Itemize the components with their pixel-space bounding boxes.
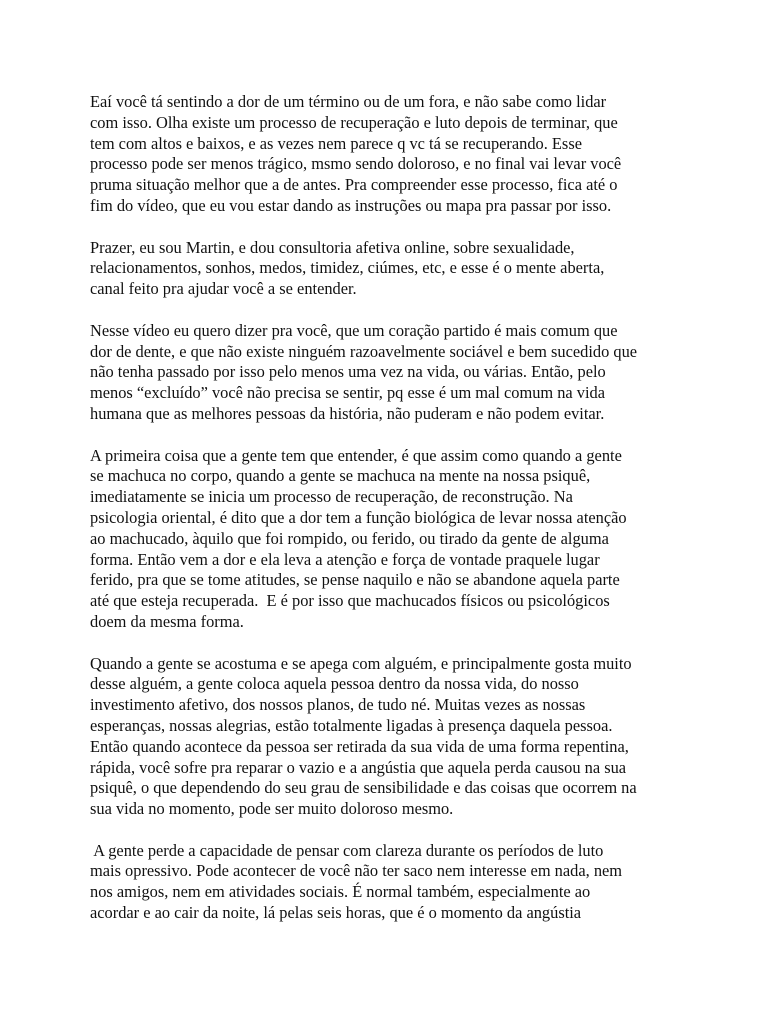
- text-line: desse alguém, a gente coloca aquela pessoa dentro da nossa vida, do nosso: [90, 674, 579, 694]
- text-line: nos amigos, nem em atividades sociais. É normal também, especialmente ao: [90, 882, 591, 902]
- text-line: pruma situação melhor que a de antes. Pra compreender esse processo, fica até o: [90, 175, 618, 195]
- paragraph-2: [90, 238, 708, 300]
- text-line: menos “excluído” você não precisa se sentir, pq esse é um mal comum na vida: [90, 383, 606, 403]
- text-line: sua vida no momento, pode ser muito doloroso mesmo.: [90, 799, 454, 819]
- text-line: ao machucado, àquilo que foi rompido, ou ferido, ou tirado da gente de alguma: [90, 528, 609, 548]
- text-line: dor de dente, e que não existe ninguém razoavelmente sociável e bem sucedido que: [90, 341, 638, 361]
- text-line: relacionamentos, sonhos, medos, timidez, ciúmes, etc, e esse é o mente aberta,: [90, 258, 605, 278]
- paragraph-4: [90, 446, 708, 633]
- text-line: se machuca no corpo, quando a gente se machuca na mente na nossa psiquê,: [90, 466, 591, 486]
- text-line: acordar e ao cair da noite, lá pelas seis horas, que é o momento da angústia: [90, 903, 582, 923]
- text-line: fim do vídeo, que eu vou estar dando as instruções ou mapa pra passar por isso.: [90, 195, 612, 215]
- text-line: com isso. Olha existe um processo de recuperação e luto depois de terminar, que: [90, 112, 618, 132]
- text-line: mais opressivo. Pode acontecer de você não ter saco nem interesse em nada, nem: [90, 861, 623, 881]
- text-line: doem da mesma forma.: [90, 611, 244, 631]
- text-line: até que esteja recuperada. E é por isso que machucados físicos ou psicológicos: [90, 591, 610, 611]
- text-line: Então quando acontece da pessoa ser retirada da sua vida de uma forma repentina,: [90, 736, 629, 756]
- text-line: Prazer, eu sou Martin, e dou consultoria afetiva online, sobre sexualidade,: [90, 237, 575, 257]
- text-line: A gente perde a capacidade de pensar com clareza durante os períodos de luto: [90, 840, 604, 860]
- text-line: forma. Então vem a dor e ela leva a atenção e força de vontade praquele lugar: [90, 549, 600, 569]
- text-line: humana que as melhores pessoas da história, não puderam e não podem evitar.: [90, 403, 605, 423]
- text-line: processo pode ser menos trágico, msmo sendo doloroso, e no final vai levar você: [90, 154, 622, 174]
- document-body: [90, 92, 708, 924]
- text-line: Quando a gente se acostuma e se apega com alguém, e principalmente gosta muito: [90, 653, 632, 673]
- text-line: imediatamente se inicia um processo de recuperação, de reconstrução. Na: [90, 487, 573, 507]
- paragraph-1: [90, 92, 708, 217]
- paragraph-6: [90, 841, 708, 924]
- text-line: investimento afetivo, dos nossos planos, de tudo né. Muitas vezes as nossas: [90, 695, 586, 715]
- text-line: Nesse vídeo eu quero dizer pra você, que um coração partido é mais comum que: [90, 320, 618, 340]
- text-line: ferido, pra que se tome atitudes, se pense naquilo e não se abandone aquela parte: [90, 570, 620, 590]
- text-line: canal feito pra ajudar você a se entender.: [90, 279, 357, 299]
- text-line: tem com altos e baixos, e as vezes nem parece q vc tá se recuperando. Esse: [90, 133, 582, 153]
- text-line: Eaí você tá sentindo a dor de um término ou de um fora, e não sabe como lidar: [90, 92, 607, 111]
- text-line: esperanças, nossas alegrias, estão totalmente ligadas à presença daquela pessoa.: [90, 715, 613, 735]
- text-line: psicologia oriental, é dito que a dor tem a função biológica de levar nossa atenção: [90, 507, 627, 527]
- text-line: psiquê, o que dependendo do seu grau de sensibilidade e das coisas que ocorrem na: [90, 778, 637, 798]
- paragraph-5: [90, 654, 708, 820]
- text-line: A primeira coisa que a gente tem que entender, é que assim como quando a gente: [90, 445, 622, 465]
- text-line: rápida, você sofre pra reparar o vazio e a angústia que aquela perda causou na sua: [90, 757, 627, 777]
- paragraph-3: [90, 321, 708, 425]
- text-line: não tenha passado por isso pelo menos uma vez na vida, ou várias. Então, pelo: [90, 362, 606, 382]
